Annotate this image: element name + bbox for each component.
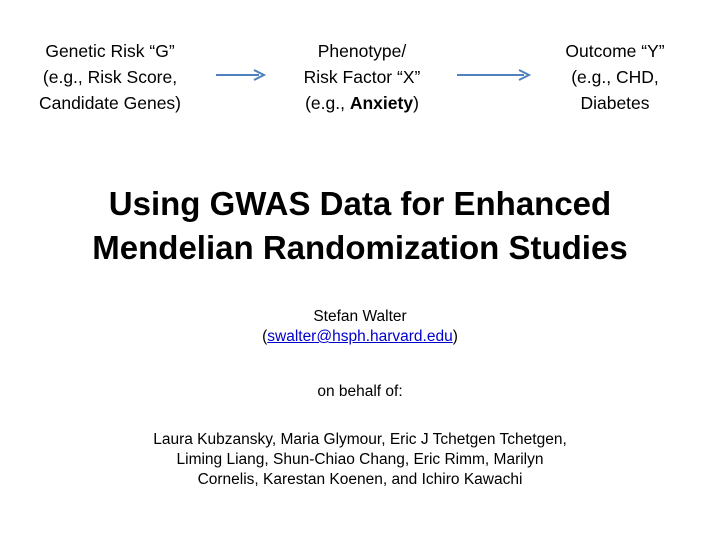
arrow-right-icon [215, 67, 267, 83]
outcome-example: (e.g., CHD, [571, 67, 659, 87]
author-line-2: Liming Liang, Shun-Chiao Chang, Eric Rimm, Marilyn [176, 451, 544, 468]
email-link[interactable]: swalter@hsph.harvard.edu [267, 328, 453, 345]
anxiety-text: Anxiety [349, 93, 414, 113]
author-list [20, 430, 700, 490]
title-line-2: Mendelian Randomization Studies [92, 229, 628, 266]
genetic-risk-node [10, 38, 210, 116]
title-line-1: Using GWAS Data for Enhanced [108, 185, 612, 222]
outcome-example-cont: Diabetes [580, 93, 650, 113]
outcome-node [520, 38, 710, 116]
slide-title [20, 182, 700, 270]
genetic-risk-example: (e.g., Risk Score, [42, 67, 178, 87]
phenotype-example: (e.g., Anxiety) [305, 93, 419, 113]
author-line-3: Cornelis, Karestan Koenen, and Ichiro Kawachi [197, 471, 523, 488]
author-line-1: Laura Kubzansky, Maria Glymour, Eric J Tchetgen Tchetgen, [153, 431, 567, 448]
outcome-label: Outcome “Y” [565, 41, 665, 61]
presenter-name: Stefan Walter [313, 308, 407, 325]
phenotype-label: Phenotype/ [317, 41, 407, 61]
phenotype-node [262, 38, 462, 116]
presenter-email-line: (swalter@hsph.harvard.edu) [262, 328, 458, 345]
genetic-risk-example-cont: Candidate Genes) [38, 93, 182, 113]
genetic-risk-label: Genetic Risk “G” [45, 41, 175, 61]
risk-factor-label: Risk Factor “X” [303, 67, 421, 87]
presenter [20, 307, 700, 347]
behalf-label: on behalf of: [317, 383, 403, 400]
